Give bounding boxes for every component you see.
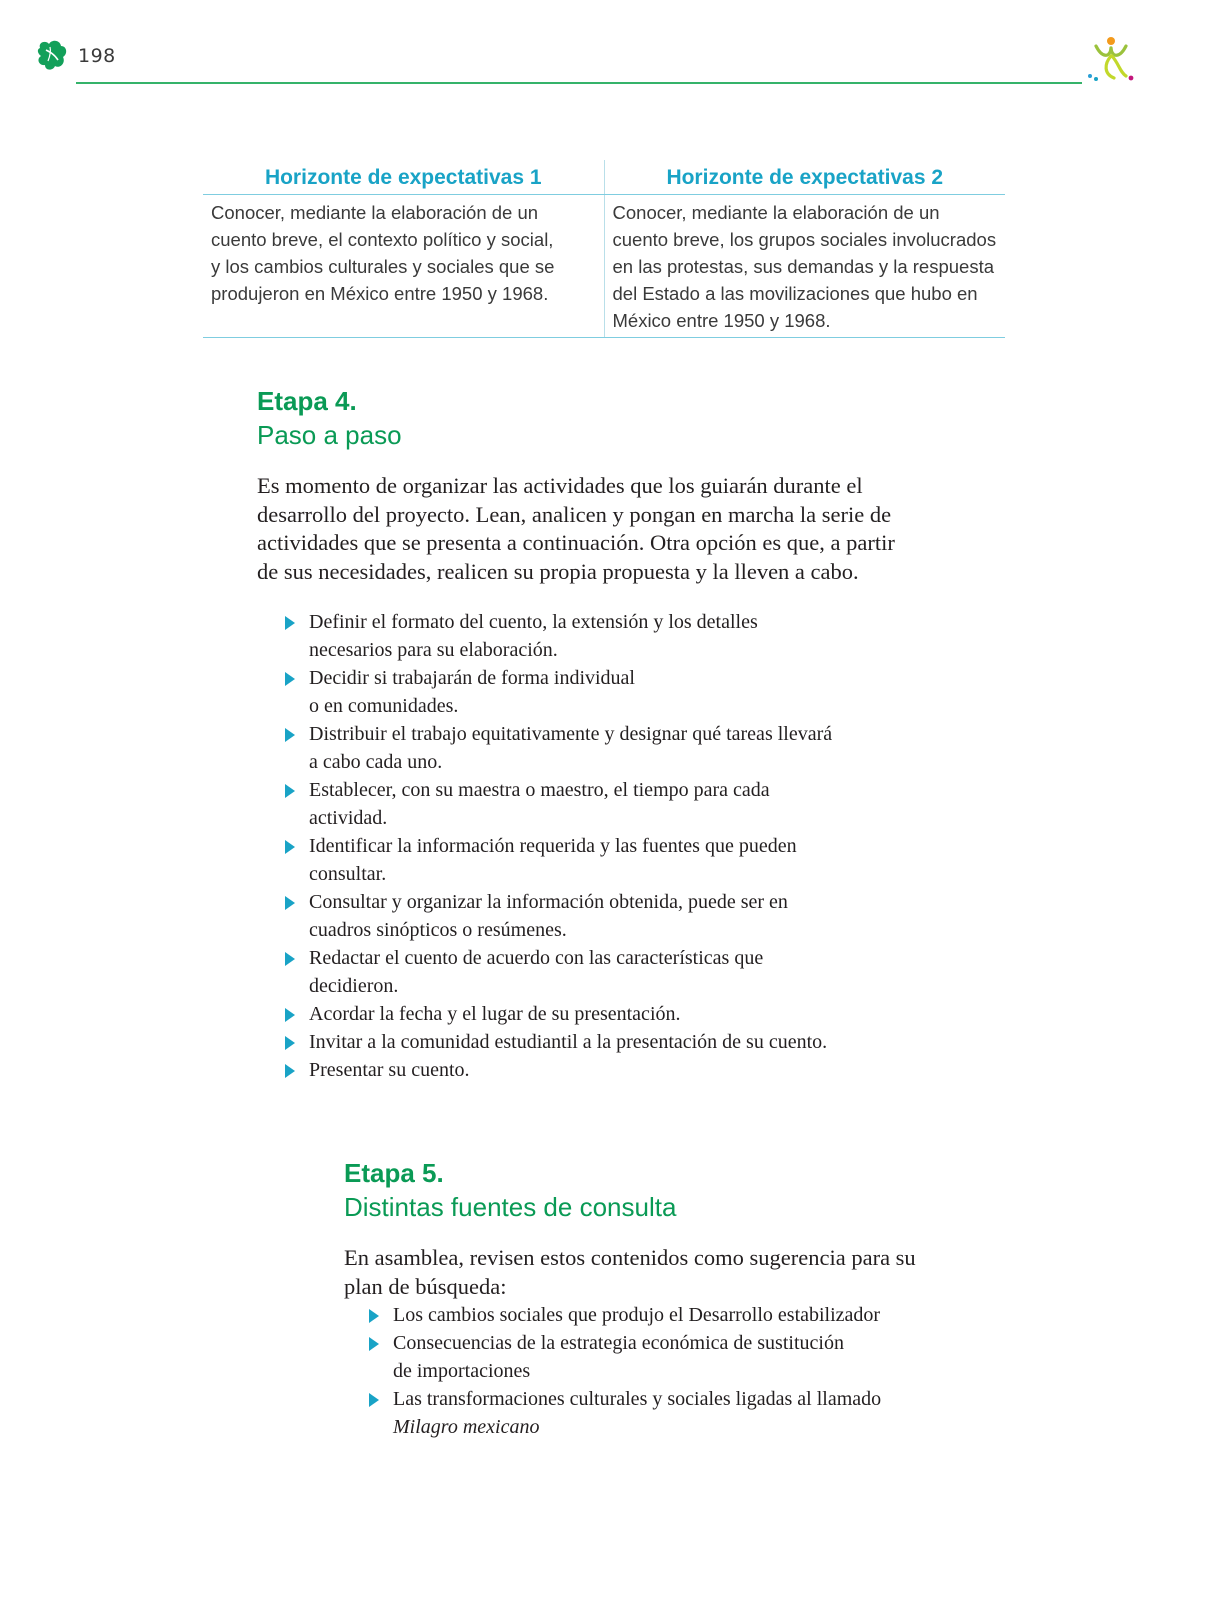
table-cell-line: Conocer, mediante la elaboración de un — [612, 202, 940, 223]
triangle-bullet-icon — [285, 1036, 295, 1050]
header-rule — [76, 82, 1082, 84]
table-cell-line: cuento breve, los grupos sociales involucrados — [612, 229, 997, 250]
triangle-bullet-icon — [285, 1064, 295, 1078]
list-item: Los cambios sociales que produjo el Desarrollo estabilizador — [368, 1301, 984, 1329]
italic-term: Milagro mexicano — [393, 1416, 540, 1438]
triangle-bullet-icon — [285, 840, 295, 854]
triangle-bullet-icon — [369, 1393, 379, 1407]
list-item: Definir el formato del cuento, la extensión y los detalles necesarios para su elaboración. — [284, 608, 937, 664]
table-cell-1 — [203, 195, 604, 338]
table-cell-2 — [604, 195, 1005, 338]
table-cell-line: México entre 1950 y 1968. — [612, 310, 831, 331]
stage-5-title: Etapa 5. — [344, 1158, 444, 1188]
colorful-figure-emblem-icon — [1086, 34, 1138, 86]
stage-5-intro — [344, 1244, 984, 1301]
list-item: Decidir si trabajarán de forma individual o en comunidades. — [284, 664, 937, 720]
stage-5-section — [344, 1156, 984, 1441]
triangle-bullet-icon — [285, 1008, 295, 1022]
list-item: Acordar la fecha y el lugar de su presentación. — [284, 1000, 937, 1028]
intro-line: actividades que se presenta a continuación. Otra opción es que, a partir — [257, 530, 895, 555]
table-header-1: Horizonte de expectativas 1 — [203, 160, 604, 195]
triangle-bullet-icon — [285, 952, 295, 966]
stage-5-sources-list — [368, 1301, 984, 1441]
expectations-table — [203, 160, 1005, 338]
list-item: Establecer, con su maestra o maestro, el tiempo para cada actividad. — [284, 776, 937, 832]
table-cell-line: Conocer, mediante la elaboración de un — [211, 202, 539, 223]
stage-4-steps-list — [284, 608, 937, 1084]
stage-4-intro — [257, 472, 937, 586]
list-item: Redactar el cuento de acuerdo con las características que decidieron. — [284, 944, 937, 1000]
triangle-bullet-icon — [285, 616, 295, 630]
triangle-bullet-icon — [285, 728, 295, 742]
stage-4-section — [257, 384, 937, 1084]
table-cell-line: produjeron en México entre 1950 y 1968. — [211, 283, 549, 304]
list-item: Consecuencias de la estrategia económica de sustitución de importaciones — [368, 1329, 984, 1385]
intro-line: plan de búsqueda: — [344, 1273, 507, 1299]
table-cell-line: cuento breve, el contexto político y social, — [211, 229, 554, 250]
intro-line: En asamblea, revisen estos contenidos como sugerencia para su — [344, 1245, 916, 1270]
list-item: Identificar la información requerida y las fuentes que pueden consultar. — [284, 832, 937, 888]
page-number: 198 — [78, 45, 116, 67]
intro-line: desarrollo del proyecto. Lean, analicen y pongan en marcha la serie de — [257, 501, 892, 527]
triangle-bullet-icon — [285, 896, 295, 910]
list-item: Presentar su cuento. — [284, 1056, 937, 1084]
triangle-bullet-icon — [369, 1337, 379, 1351]
list-item: Consultar y organizar la información obtenida, puede ser en cuadros sinópticos o resúmenes. — [284, 888, 937, 944]
list-item: Invitar a la comunidad estudiantil a la presentación de su cuento. — [284, 1028, 937, 1056]
triangle-bullet-icon — [369, 1309, 379, 1323]
intro-line: de sus necesidades, realicen su propia propuesta y la lleven a cabo. — [257, 558, 859, 584]
green-leaf-logo-icon — [34, 38, 70, 74]
intro-line: Es momento de organizar las actividades que los guiarán durante el — [257, 473, 863, 498]
triangle-bullet-icon — [285, 672, 295, 686]
stage-5-subtitle: Distintas fuentes de consulta — [344, 1192, 677, 1222]
stage-4-title: Etapa 4. — [257, 386, 357, 416]
table-cell-line: en las protestas, sus demandas y la respuesta — [612, 256, 995, 277]
list-item: Las transformaciones culturales y sociales ligadas al llamado Milagro mexicano — [368, 1385, 984, 1441]
stage-4-subtitle: Paso a paso — [257, 420, 402, 450]
table-header-2: Horizonte de expectativas 2 — [604, 160, 1005, 195]
table-cell-line: y los cambios culturales y sociales que se — [211, 256, 555, 277]
triangle-bullet-icon — [285, 784, 295, 798]
table-cell-line: del Estado a las movilizaciones que hubo en — [612, 283, 978, 304]
list-item: Distribuir el trabajo equitativamente y designar qué tareas llevará a cabo cada uno. — [284, 720, 937, 776]
